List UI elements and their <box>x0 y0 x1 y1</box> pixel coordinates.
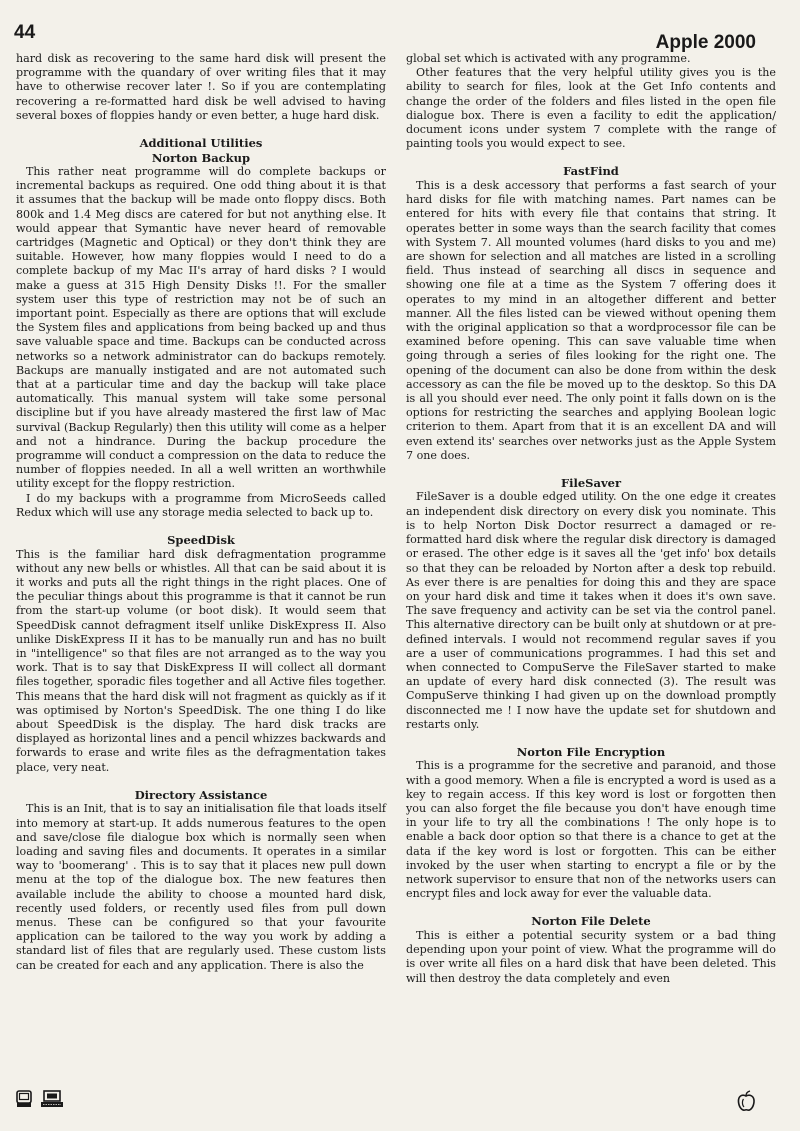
paragraph: This is a desk accessory that performs a fast search of your hard disks for file with matching names. Part names can be entered for hits with every file that contains that string. It operates better in some ways than the search facility that comes with System 7. All mounted volumes (hard disks to you and me) are shown for selection and all matches are listed in a scrolling field. Thus instead of searching all discs in sequence and showing one file at a time as the System 7 offering does it operates to my mind in an altogether different and better manner. All the files listed can be viewed without opening them with the original application so that a wordprocessor file can be examined before opening. This can save valuable time when going through a series of files looking for the right one. The opening of the document can also be done from within the desk accessory as can the file be moved up to the desktop. So this DA is all you should ever need. The only point it falls down on is the options for restricting the searches and applying Boolean logic criterion to them. Apart from that it is an excellent DA and will even extend its' searches over networks just as the Apple System 7 one does. <box>406 178 776 462</box>
paragraph: This is either a potential security system or a bad thing depending upon your point of view. What the programme will do is over write all files on a hard disk that have been deleted. This will then destroy the data completely and even <box>406 928 776 985</box>
section-heading: Norton Backup <box>151 150 251 165</box>
section-heading: FileSaver <box>560 475 622 490</box>
paragraph: This is the familiar hard disk defragmentation programme without any new bells or whistles. All that can be said about it is it works and puts all the right things in the right places. One of the peculiar things about this programme is that it cannot be run from the start-up volume (or boot disk). It would seem that SpeedDisk cannot defragment itself unlike DiskExpress II. Also unlike DiskExpress II it has to be manually run and has no built in "intelligence" so that files are not arranged as to the way you work. That is to say that DiskExpress II will collect all dormant files together, sporadic files together and all Active files together. This means that the hard disk will not fragment as quickly as if it was optimised by Norton's SpeedDisk. The one thing I do like about SpeedDisk is the display. The hard disk tracks are displayed as horizontal lines and a pencil whizzes backwards and forwards to erase and write files as the defragmentation takes place, very neat. <box>16 547 386 774</box>
left-column <box>16 52 386 973</box>
section-heading: Norton File Delete <box>531 914 651 929</box>
paragraph: global set which is activated with any programme. <box>406 52 691 65</box>
section-heading: FastFind <box>563 164 619 179</box>
section-heading: SpeedDisk <box>167 533 235 548</box>
page-number: 44 <box>14 22 36 43</box>
paragraph: This rather neat programme will do complete backups or incremental backups as required. One odd thing about it is that it assumes that the backup will be made onto floppy discs. Both 800k and 1.4 Meg discs are catered for but not anything else. It would appear that Symantic have never heard of removable cartridges (Magnetic and Optical) or they don't think they are suitable. However, how many floppies would I need to do a complete backup of my Mac II's array of hard disks ? I would make a guess at 315 High Density Disks !!. For the smaller system user this type of restriction may not be of such an important point. Especially as there are options that will exclude the System files and applications from being backed up and thus save valuable space and time. Backups can be conducted across networks so a network administrator can do backups remotely. Backups are manually instigated and are not automated such that at a particular time and day the backup will take place automatically. This manual system will take some personal discipline but if you have already mastered the first law of Mac survival (Backup Regularly) then this utility will come as a helper and not a hindrance. During the backup procedure the programme will conduct a compression on the data to reduce the number of floppies needed. In all a well written an worthwhile utility except for the floppy restriction. <box>16 165 386 491</box>
computer-icon <box>16 1090 32 1112</box>
footer-icons <box>16 1090 64 1112</box>
right-column <box>406 52 776 986</box>
section-heading: Additional Utilities <box>139 136 263 151</box>
section-heading: Norton File Encryption <box>516 744 666 759</box>
paragraph: Other features that the very helpful utility gives you is the ability to search for files, look at the Get Info contents and change the order of the folders and files listed in the open file dialogue box. There is even a facility to edit the application/ document icons under system 7 complete with the range of painting tools you would expect to see. <box>406 66 776 151</box>
magazine-title: Apple 2000 <box>655 32 756 53</box>
paragraph: hard disk as recovering to the same hard disk will present the programme with the quandary of over writing files that it may have to otherwise recover later !. So if you are contemplating recovering a re-formatted hard disk be well advised to having several boxes of floppies handy or even better, a huge hard disk. <box>16 52 386 122</box>
desktop-computer-icon <box>40 1090 64 1112</box>
paragraph: I do my backups with a programme from MicroSeeds called Redux which will use any storage media selected to back up to. <box>16 491 386 519</box>
section-heading: Directory Assistance <box>134 787 268 802</box>
paragraph: FileSaver is a double edged utility. On the one edge it creates an independent disk directory on every disk you nominate. This is to help Norton Disk Doctor resurrect a damaged or re-formatted hard disk where the regular disk directory is damaged or erased. The other edge is it saves all the 'get info' box details so that they can be reloaded by Norton after a desk top rebuild. As ever there is are penalties for doing this and they are space on your hard disk and time it takes when it does it's own save. The save frequency and activity can be set via the control panel. This alternative directory can be built only at shutdown or at pre-defined intervals. I would not recommend regular saves if you are a user of communications programmes. I had this set and when connected to CompuServe the FileSaver started to make an update of every hard disk connected (3). The result was CompuServe thinking I had given up on the download promptly disconnected me ! I now have the update set for shutdown and restarts only. <box>406 490 776 731</box>
paragraph: This is an Init, that is to say an initialisation file that loads itself into memory at start-up. It adds numerous features to the open and save/close file dialogue box which is normally seen when loading and saving files and documents. It operates in a similar way to 'boomerang' . This is to say that it places new pull down menu at the top of the dialogue box. The new features then available include the ability to choose a mounted hard disk, recently used folders, or recently used files from pull down menus. These can be configured so that your favourite application can be tailored to the way you work by adding a standard list of files that are regularly used. These custom lists can be created for each and any application. There is also the <box>16 802 386 972</box>
apple-logo-icon <box>736 1090 756 1116</box>
paragraph: This is a programme for the secretive and paranoid, and those with a good memory. When a file is encrypted a word is used as a key to regain access. If this key word is lost or forgotten then you can also forget the file because you don't have enough time in your life to try all the combinations ! The only hope is to enable a back door option so that there is a chance to get at the data if the key word is lost or forgotten. This can be either invoked by the user when starting to encrypt a file or by the network supervisor to ensure that non of the networks users can encrypt files and lock away for ever the valuable data. <box>406 759 776 901</box>
